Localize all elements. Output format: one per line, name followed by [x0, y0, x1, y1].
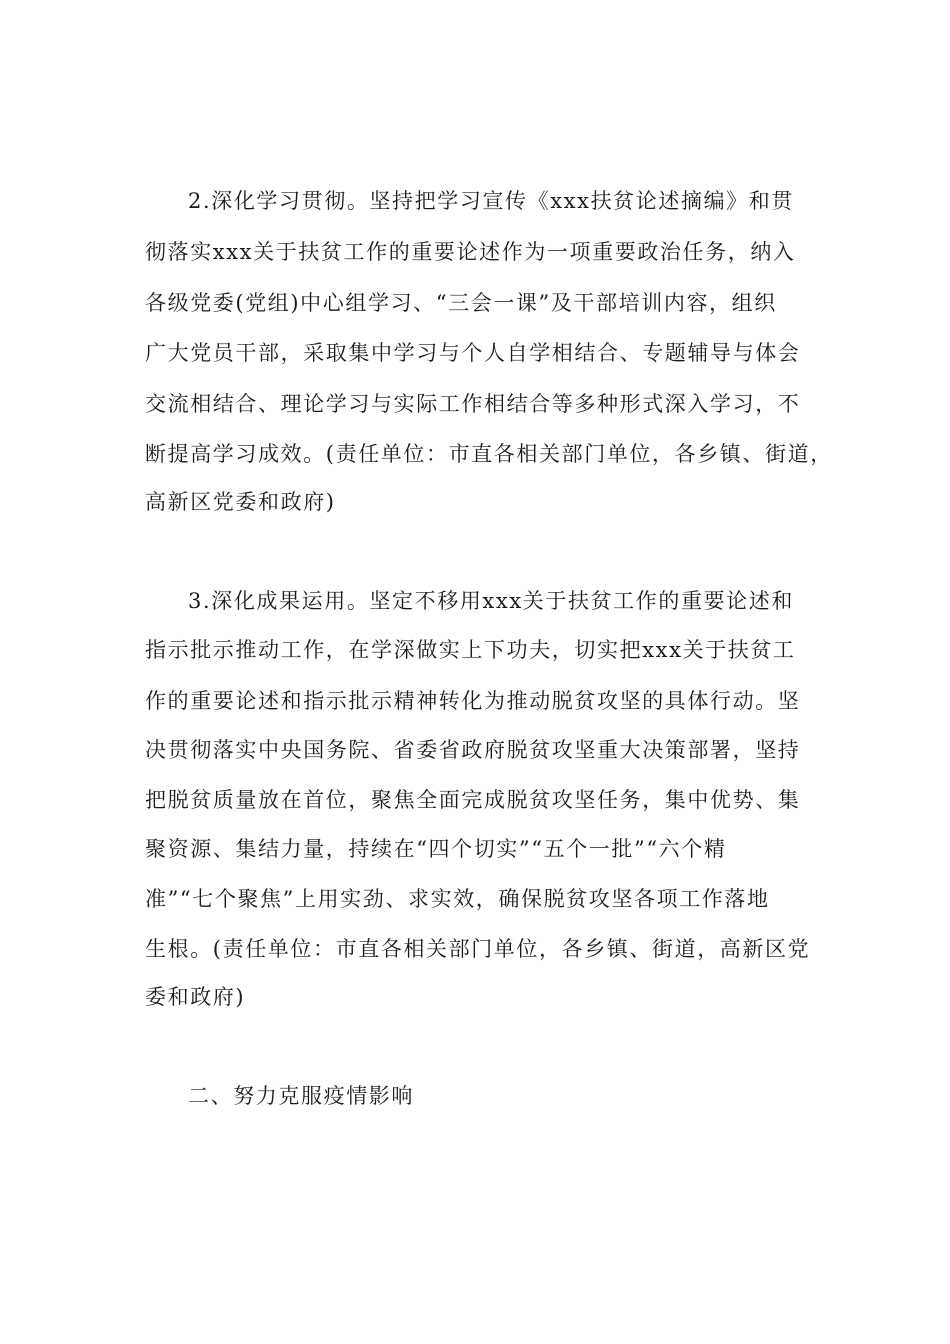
- text-line: 断提高学习成效。(责任单位：市直各相关部门单位，各乡镇、街道，: [145, 442, 833, 466]
- text-line: 作的重要论述和指示批示精神转化为推动脱贫攻坚的具体行动。坚: [145, 689, 801, 713]
- text-line: 彻落实xxx关于扶贫工作的重要论述作为一项重要政治任务，纳入: [145, 240, 796, 264]
- text-line: 决贯彻落实中央国务院、省委省政府脱贫攻坚重大决策部署，坚持: [145, 738, 801, 762]
- text-line: 聚资源、集结力量，持续在“四个切实”“五个一批”“六个精: [145, 837, 727, 861]
- text-line: 广大党员干部，采取集中学习与个人自学相结合、专题辅导与体会: [145, 341, 801, 365]
- text-line: 2.深化学习贯彻。坚持把学习宣传《xxx扶贫论述摘编》和贯: [188, 189, 794, 213]
- text-line: 生根。(责任单位：市直各相关部门单位，各乡镇、街道，高新区党: [145, 937, 811, 961]
- text-line: 委和政府): [145, 985, 246, 1009]
- text-line: 准”“七个聚焦”上用实劲、求实效，确保脱贫攻坚各项工作落地: [145, 887, 770, 911]
- text-line: 指示批示推动工作，在学深做实上下功夫，切实把xxx关于扶贫工: [145, 638, 796, 662]
- text-line: 各级党委(党组)中心组学习、“三会一课”及干部培训内容，组织: [145, 291, 777, 315]
- text-line: 交流相结合、理论学习与实际工作相结合等多种形式深入学习，不: [145, 392, 801, 416]
- text-line: 把脱贫质量放在首位，聚焦全面完成脱贫攻坚任务，集中优势、集: [145, 788, 801, 812]
- text-line: 3.深化成果运用。坚定不移用xxx关于扶贫工作的重要论述和: [188, 589, 794, 613]
- text-line: 高新区党委和政府): [145, 490, 336, 514]
- section-heading: 二、努力克服疫情影响: [188, 1084, 414, 1108]
